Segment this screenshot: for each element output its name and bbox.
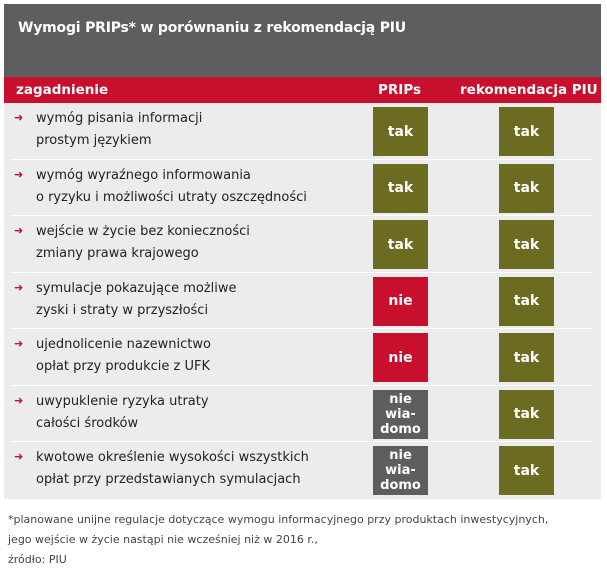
topic-line: uwypuklenie ryzyka utraty (36, 393, 209, 409)
table-row (4, 160, 601, 217)
topic-line: opłat przy produkcie z UFK (36, 359, 210, 374)
arrow-bullet-icon: ➜ (14, 281, 24, 294)
infographic-title: Wymogi PRIPs* w porównaniu z rekomendacją PIU (4, 4, 601, 77)
prips-cell: tak (373, 220, 428, 269)
topic-text (36, 447, 366, 491)
piu-cell: tak (499, 446, 554, 495)
table-body (4, 103, 601, 499)
topic-text (36, 221, 366, 265)
header-topic: zagadnienie (16, 82, 109, 98)
arrow-bullet-icon: ➜ (14, 451, 24, 463)
topic-line: opłat przy przedstawianych symulacjach (36, 472, 301, 487)
piu-cell: tak (499, 333, 554, 382)
topic-line: o ryzyku i możliwości utraty oszczędności (36, 189, 307, 205)
arrow-bullet-icon: ➜ (14, 112, 24, 124)
topic-line: całości środków (36, 415, 139, 431)
footnote (8, 510, 598, 570)
table-row (4, 329, 601, 386)
piu-cell: tak (499, 220, 554, 269)
table-row (4, 442, 601, 499)
topic-line: wymóg wyraźnego informowania (36, 167, 251, 183)
comparison-infographic (4, 4, 601, 499)
arrow-bullet-icon: ➜ (14, 168, 24, 181)
footnote-line: jego wejście w życie nastąpi nie wcześniej niż w 2016 r., (8, 533, 318, 546)
piu-cell: tak (499, 107, 554, 156)
prips-cell: nie (373, 277, 428, 326)
topic-text (36, 108, 366, 152)
piu-cell: tak (499, 164, 554, 213)
topic-text (36, 165, 366, 209)
topic-line: ujednolicenie nazewnictwo (36, 337, 211, 352)
topic-text (36, 278, 366, 322)
topic-line: symulacje pokazujące możliwe (36, 280, 237, 296)
topic-text (36, 391, 366, 435)
arrow-bullet-icon: ➜ (14, 394, 24, 407)
arrow-bullet-icon: ➜ (14, 225, 24, 237)
table-row (4, 273, 601, 330)
piu-cell: tak (499, 277, 554, 326)
prips-cell: nie wia- domo (373, 390, 428, 439)
table-row (4, 216, 601, 273)
footnote-line: *planowane unijne regulacje dotyczące wymogu informacyjnego przy produktach inwestycyjnych, (8, 513, 549, 526)
prips-cell: tak (373, 164, 428, 213)
header-piu: rekomendacja PIU (460, 82, 598, 98)
prips-cell: nie (373, 333, 428, 382)
topic-line: prostym językiem (36, 133, 152, 148)
prips-cell: tak (373, 107, 428, 156)
topic-line: wejście w życie bez konieczności (36, 224, 250, 239)
table-header (4, 77, 601, 103)
table-row (4, 103, 601, 160)
header-prips: PRIPs (378, 82, 422, 98)
piu-cell: tak (499, 390, 554, 439)
footnote-source: źródło: PIU (8, 553, 67, 566)
prips-cell: nie wia- domo (373, 446, 428, 495)
topic-line: zmiany prawa krajowego (36, 246, 199, 261)
arrow-bullet-icon: ➜ (14, 338, 24, 350)
table-row (4, 386, 601, 443)
topic-text (36, 334, 366, 378)
topic-line: wymóg pisania informacji (36, 111, 203, 126)
topic-line: zyski i straty w przyszłości (36, 302, 209, 318)
topic-line: kwotowe określenie wysokości wszystkich (36, 450, 309, 465)
